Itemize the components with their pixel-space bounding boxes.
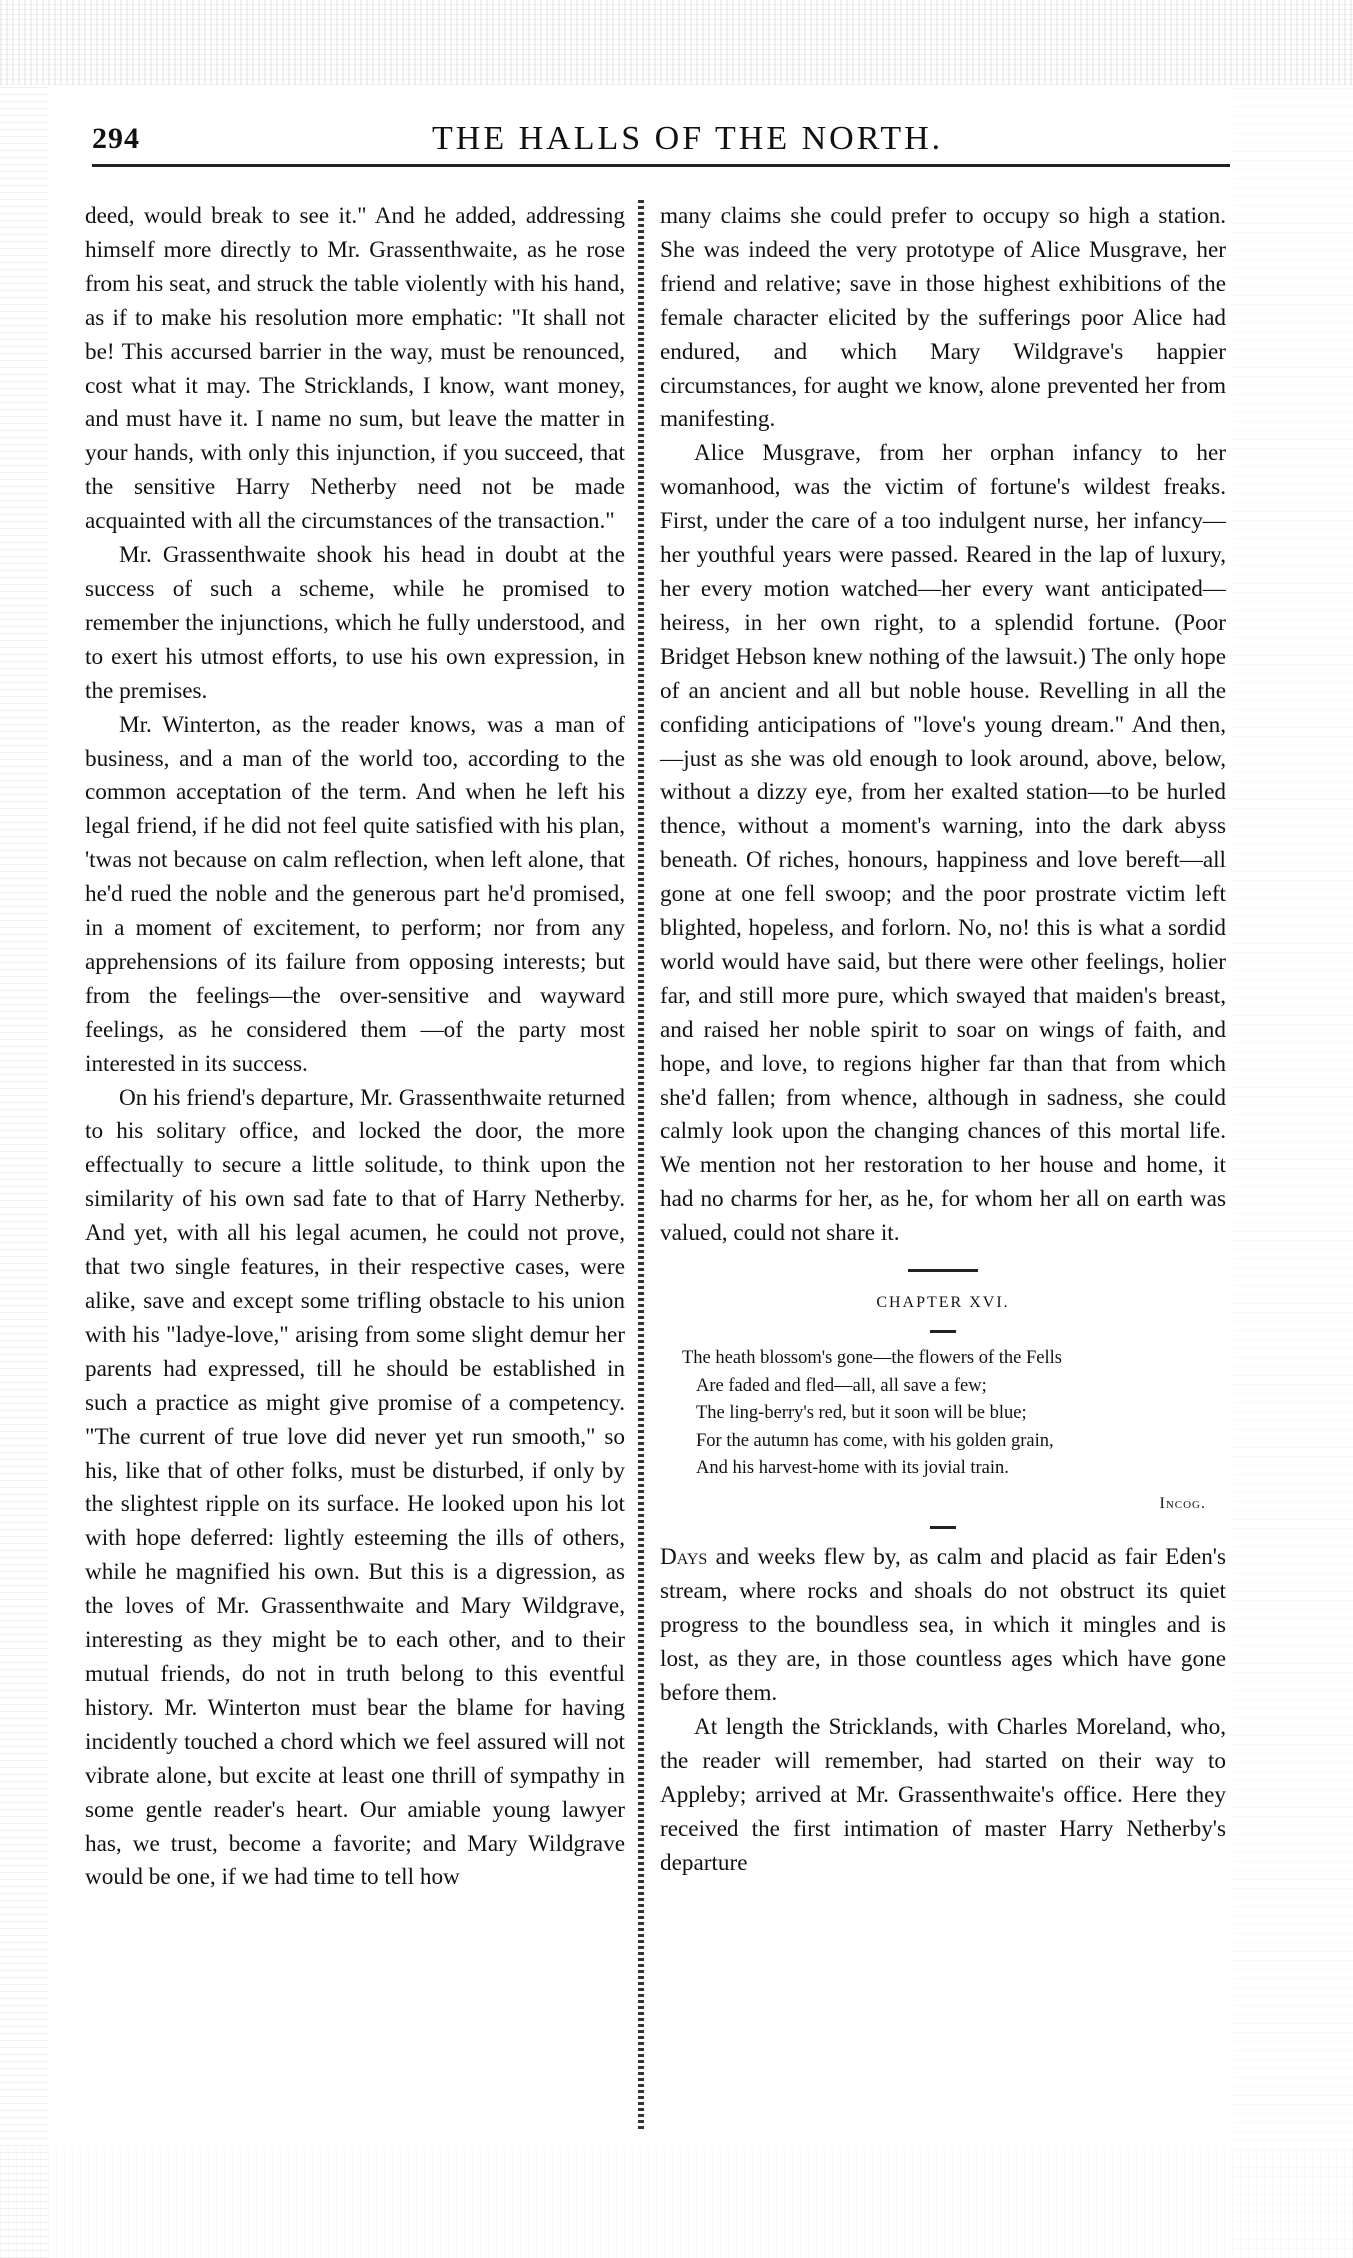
epigraph-line: For the autumn has come, with his golden grain,: [696, 1430, 1054, 1451]
right-column: [660, 200, 1226, 2120]
right-paragraph-2: Alice Musgrave, from her orphan infancy to her womanhood, was the victim of fortune's wildest freaks. First, under the care of a too indulgent nurse, her infancy—her youthful years were passed. Reared in the lap of luxury, her every motion watched—her every want anticipated—heiress, in her own right, to a splendid fortune. (Poor Bridget Hebson knew nothing of the lawsuit.) The only hope of an ancient and all but noble house. Revelling in all the confiding anticipations of "love's young dream." And then, —just as she was old enough to look around, above, below, without a dizzy eye, from her exalted station—to be hurled thence, without a moment's warning, into the dark abyss beneath. Of riches, honours, happiness and love bereft—all gone at one fell swoop; and the poor prostrate victim left blighted, hopeless, and forlorn. No, no! this is what a sordid world would have said, but there were other feelings, holier far, and still more pure, which swayed that maiden's breast, and raised her noble spirit to soar on wings of faith, and hope, and love, to regions higher far than that from which she'd fallen; from whence, although in sadness, she could calmly look upon the changing chances of this mortal life. We mention not her restoration to her house and home, it had no charms for her, as he, for whom her all on earth was valued, could not share it.: [660, 440, 1226, 1247]
right-paragraph-1: many claims she could prefer to occupy so high a station. She was indeed the very prototype of Alice Musgrave, her friend and relative; save in those highest exhibitions of the female character elicited by the sufferings poor Alice had endured, and which Mary Wildgrave's happier circumstances, for aught we know, alone prevented her from manifesting.: [660, 203, 1226, 433]
scan-noise-top: [0, 0, 1353, 85]
chapter-rule: [908, 1269, 978, 1272]
chapter-heading: CHAPTER XVI.: [876, 1294, 1010, 1312]
page-header: [92, 118, 1230, 162]
scan-noise-left: [0, 85, 48, 2258]
left-paragraph-2: Mr. Grassenthwaite shook his head in doubt at the success of such a scheme, while he promised to remember the injunctions, which he fully understood, and to exert his utmost efforts, to use his own expression, in the premises.: [85, 542, 625, 704]
left-paragraph-1: deed, would break to see it." And he added, addressing himself more directly to Mr. Grassenthwaite, as he rose from his seat, and struck the table violently with his hand, as if to make his resolution more emphatic: "It shall not be! This accursed barrier in the way, must be renounced, cost what it may. The Stricklands, I know, want money, and must have it. I name no sum, but leave the matter in your hands, with only this injunction, if you succeed, that the sensitive Harry Netherby need not be made acquainted with all the circumstances of the transaction.": [85, 203, 625, 535]
epigraph-line: Are faded and fled—all, all save a few;: [696, 1375, 987, 1396]
epigraph-line: And his harvest-home with its jovial train.: [696, 1458, 1009, 1478]
header-rule: [92, 164, 1230, 167]
right-paragraph-3-text: and weeks flew by, as calm and placid as fair Eden's stream, where rocks and shoals do not obstruct its quiet progress to the boundless sea, in which it mingles and is lost, as they are, in those countless ages which have gone before them.: [660, 1544, 1226, 1707]
scan-noise-right: [1233, 85, 1353, 2258]
column-divider: [638, 200, 644, 2130]
epigraph: [682, 1345, 1226, 1483]
page-number: 294: [92, 122, 140, 155]
chapter-short-rule: [930, 1330, 956, 1333]
running-title: THE HALLS OF THE NORTH.: [432, 120, 944, 157]
epigraph-short-rule: [930, 1526, 956, 1529]
right-paragraph-3: [660, 1541, 1226, 1711]
dropword: Days: [660, 1544, 708, 1571]
scan-noise-bottom: [0, 2148, 1353, 2258]
epigraph-line: The heath blossom's gone—the flowers of the Fells: [682, 1348, 1062, 1368]
left-paragraph-3: Mr. Winterton, as the reader knows, was a man of business, and a man of the world too, according to the common acceptation of the term. And when he left his legal friend, if he did not feel quite satisfied with his plan, 'twas not because on calm reflection, when left alone, that he'd rued the noble and the generous part he'd promised, in a moment of excitement, to perform; nor from any apprehensions of its failure from opposing interests; but from the feelings—the over-sensitive and wayward feelings, as he considered them —of the party most interested in its success.: [85, 711, 625, 1077]
epigraph-author: Incog.: [1159, 1494, 1206, 1512]
left-column: [85, 200, 625, 2120]
right-paragraph-4: At length the Stricklands, with Charles Moreland, who, the reader will remember, had started on their way to Appleby; arrived at Mr. Grassenthwaite's office. Here they received the first intimation of master Harry Netherby's departure: [660, 1713, 1226, 1876]
left-paragraph-4: On his friend's departure, Mr. Grassenthwaite returned to his solitary office, and locked the door, the more effectually to secure a little solitude, to think upon the similarity of his own sad fate to that of Harry Netherby. And yet, with all his legal acumen, he could not prove, that two single features, in their respective cases, were alike, save and except some trifling obstacle to his union with his "ladye-love," arising from some slight demur her parents had expressed, till he should be established in such a practice as might give promise of a competency. "The current of true love did never yet run smooth," so his, like that of other folks, must be disturbed, if only by the slightest ripple on its surface. He looked upon his lot with hope deferred: lightly esteeming the ills of others, while he magnified his own. But this is a digression, as the loves of Mr. Grassenthwaite and Mary Wildgrave, interesting as they might be to each other, and to their mutual friends, do not in truth belong to this eventful history. Mr. Winterton must bear the blame for having incidently touched a chord which we feel assured will not vibrate alone, but excite at least one thrill of sympathy in some gentle reader's heart. Our amiable young lawyer has, we trust, become a favorite; and Mary Wildgrave would be one, if we had time to tell how: [85, 1084, 625, 1891]
epigraph-line: The ling-berry's red, but it soon will be blue;: [696, 1403, 1027, 1423]
